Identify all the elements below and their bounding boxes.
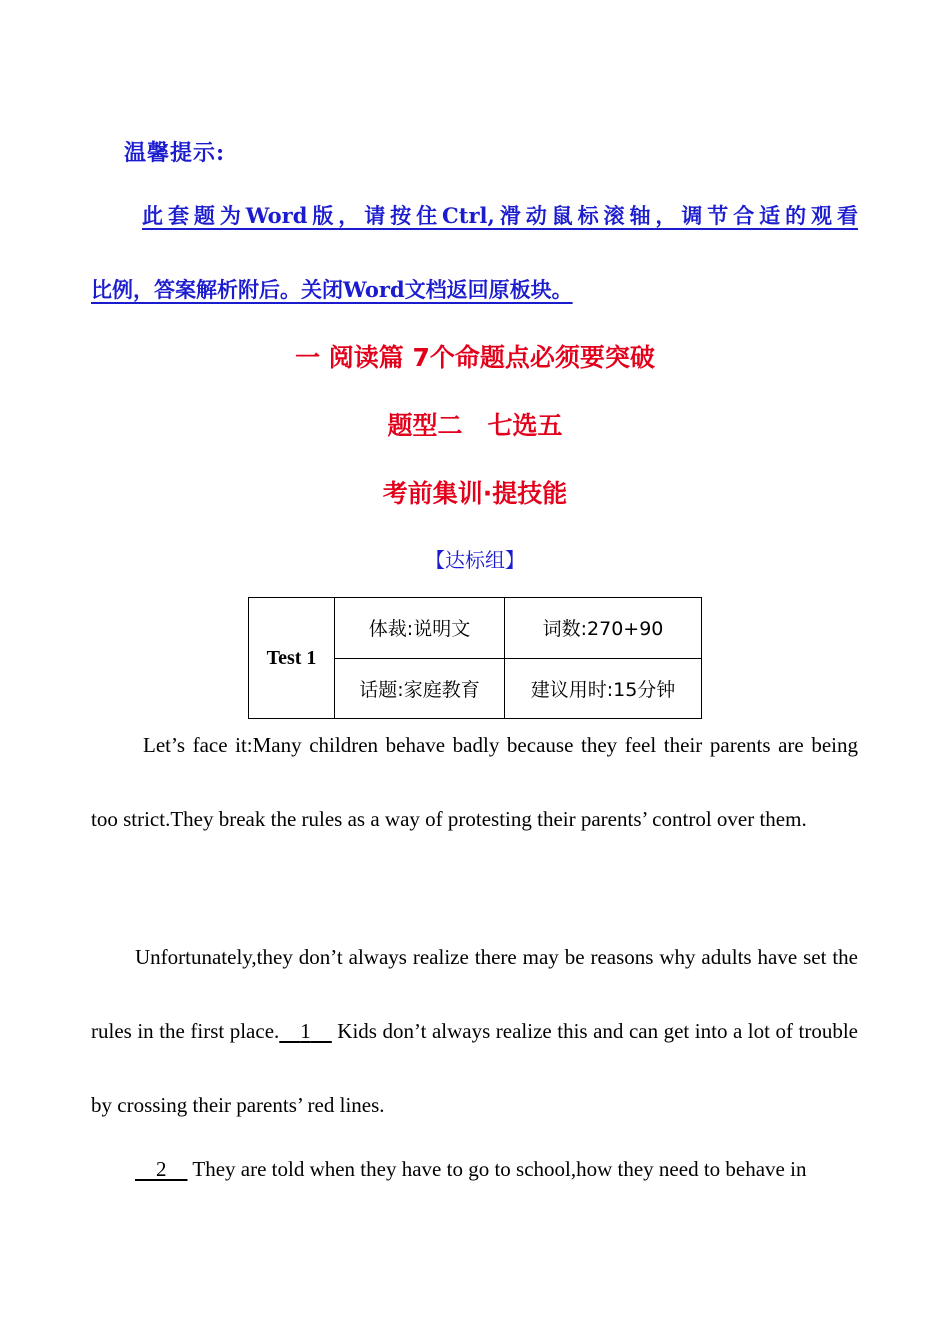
passage-paragraph-2 (91, 920, 858, 1142)
tip-title: 温馨提示: (124, 140, 226, 166)
blank-2: 2 (156, 1157, 167, 1181)
subtitle-heading: 考前集训·提技能 (382, 479, 568, 508)
tip-line-1: 此套题为Word版，请按住Ctrl,滑动鼠标滚轴，调节合适的观看 (142, 203, 858, 228)
paragraph-3-text: They are told when they have to go to school,how they need to behave in (187, 1157, 807, 1181)
passage-paragraph-1: Let’s face it:Many children behave badly because they feel their parents are being too strict.They break the rules as a way of protesting their parents’ control over them. (91, 733, 858, 831)
tip-line-2: 比例，答案解析附后。关闭Word文档返回原板块。 (91, 277, 573, 302)
genre-cell: 体裁:说明文 (335, 598, 505, 659)
question-type-heading: 题型二 七选五 (387, 411, 563, 440)
passage-paragraph-3 (91, 1132, 858, 1206)
paragraph-2-text-b: Kids don’t always realize this and can get into a lot of trouble by crossing their parents’ red lines. (91, 1019, 858, 1117)
blank-1: 1 (300, 1019, 311, 1043)
test-label: Test 1 (249, 598, 335, 719)
word-count-cell: 词数:270+90 (505, 598, 702, 659)
paragraph-2-text-a: Unfortunately,they don’t always realize there may be reasons why adults have set the rules in the first place. (91, 945, 858, 1043)
topic-cell: 话题:家庭教育 (335, 658, 505, 719)
section-heading: 一 阅读篇 7个命题点必须要突破 (295, 343, 655, 372)
info-table (248, 597, 702, 719)
group-label: 【达标组】 (425, 548, 525, 572)
time-cell: 建议用时:15分钟 (505, 658, 702, 719)
